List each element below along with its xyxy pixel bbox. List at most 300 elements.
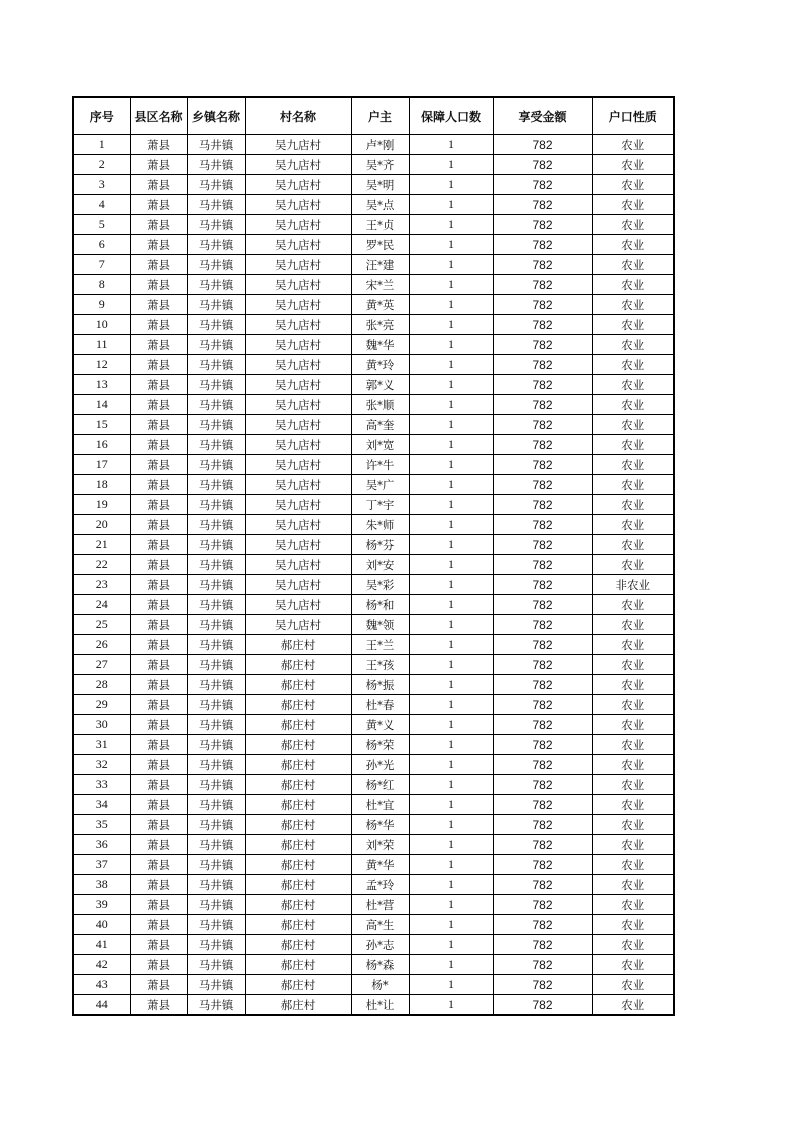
cell-index: 8 [73, 275, 130, 295]
cell-amount: 782 [493, 615, 592, 635]
cell-village: 吴九店村 [245, 395, 351, 415]
cell-amount: 782 [493, 815, 592, 835]
cell-index: 12 [73, 355, 130, 375]
cell-covered-population: 1 [409, 455, 493, 475]
table-row [73, 215, 674, 235]
cell-county: 萧县 [130, 755, 187, 775]
cell-household-head: 王*贞 [351, 215, 409, 235]
cell-amount: 782 [493, 755, 592, 775]
cell-household-type: 农业 [592, 315, 674, 335]
cell-household-head: 魏*华 [351, 335, 409, 355]
cell-county: 萧县 [130, 635, 187, 655]
cell-index: 23 [73, 575, 130, 595]
cell-household-head: 黄*义 [351, 715, 409, 735]
table-row [73, 655, 674, 675]
table-row [73, 775, 674, 795]
cell-covered-population: 1 [409, 755, 493, 775]
cell-village: 郝庄村 [245, 775, 351, 795]
cell-index: 36 [73, 835, 130, 855]
cell-covered-population: 1 [409, 135, 493, 155]
header-household-head: 户主 [351, 97, 409, 135]
cell-town: 马井镇 [187, 975, 245, 995]
cell-village: 吴九店村 [245, 495, 351, 515]
table-row [73, 695, 674, 715]
cell-household-head: 杨*和 [351, 595, 409, 615]
cell-covered-population: 1 [409, 175, 493, 195]
header-household-type: 户口性质 [592, 97, 674, 135]
cell-county: 萧县 [130, 495, 187, 515]
cell-index: 15 [73, 415, 130, 435]
cell-amount: 782 [493, 895, 592, 915]
cell-household-head: 杜*宜 [351, 795, 409, 815]
cell-village: 郝庄村 [245, 735, 351, 755]
cell-household-head: 孙*光 [351, 755, 409, 775]
cell-household-head: 杨* [351, 975, 409, 995]
cell-index: 44 [73, 995, 130, 1016]
cell-town: 马井镇 [187, 755, 245, 775]
cell-county: 萧县 [130, 955, 187, 975]
table-row [73, 995, 674, 1016]
table-row [73, 355, 674, 375]
cell-household-head: 吴*明 [351, 175, 409, 195]
cell-covered-population: 1 [409, 675, 493, 695]
cell-amount: 782 [493, 575, 592, 595]
cell-index: 7 [73, 255, 130, 275]
cell-index: 2 [73, 155, 130, 175]
cell-index: 16 [73, 435, 130, 455]
cell-town: 马井镇 [187, 375, 245, 395]
table-row [73, 295, 674, 315]
cell-town: 马井镇 [187, 795, 245, 815]
cell-household-type: 农业 [592, 375, 674, 395]
cell-county: 萧县 [130, 155, 187, 175]
cell-village: 郝庄村 [245, 855, 351, 875]
cell-amount: 782 [493, 495, 592, 515]
cell-index: 43 [73, 975, 130, 995]
cell-amount: 782 [493, 655, 592, 675]
cell-index: 26 [73, 635, 130, 655]
cell-household-type: 农业 [592, 435, 674, 455]
cell-covered-population: 1 [409, 815, 493, 835]
table-row [73, 755, 674, 775]
cell-household-head: 王*兰 [351, 635, 409, 655]
cell-household-type: 农业 [592, 195, 674, 215]
cell-covered-population: 1 [409, 215, 493, 235]
cell-household-type: 农业 [592, 815, 674, 835]
cell-household-head: 杨*振 [351, 675, 409, 695]
cell-amount: 782 [493, 335, 592, 355]
cell-town: 马井镇 [187, 835, 245, 855]
cell-covered-population: 1 [409, 195, 493, 215]
cell-town: 马井镇 [187, 395, 245, 415]
table-row [73, 895, 674, 915]
cell-village: 郝庄村 [245, 915, 351, 935]
cell-covered-population: 1 [409, 535, 493, 555]
cell-village: 吴九店村 [245, 215, 351, 235]
cell-covered-population: 1 [409, 595, 493, 615]
table-row [73, 475, 674, 495]
cell-amount: 782 [493, 255, 592, 275]
cell-household-head: 刘*荣 [351, 835, 409, 855]
table-row [73, 855, 674, 875]
cell-index: 20 [73, 515, 130, 535]
cell-covered-population: 1 [409, 375, 493, 395]
cell-village: 吴九店村 [245, 275, 351, 295]
cell-county: 萧县 [130, 355, 187, 375]
cell-covered-population: 1 [409, 775, 493, 795]
cell-village: 吴九店村 [245, 295, 351, 315]
cell-town: 马井镇 [187, 695, 245, 715]
cell-household-type: 农业 [592, 335, 674, 355]
cell-household-head: 宋*兰 [351, 275, 409, 295]
table-row [73, 435, 674, 455]
cell-index: 24 [73, 595, 130, 615]
cell-county: 萧县 [130, 815, 187, 835]
cell-village: 吴九店村 [245, 375, 351, 395]
table-row [73, 455, 674, 475]
cell-index: 11 [73, 335, 130, 355]
cell-amount: 782 [493, 595, 592, 615]
cell-amount: 782 [493, 475, 592, 495]
cell-household-head: 杨*森 [351, 955, 409, 975]
cell-household-head: 王*孩 [351, 655, 409, 675]
cell-county: 萧县 [130, 695, 187, 715]
cell-household-type: 农业 [592, 715, 674, 735]
cell-covered-population: 1 [409, 955, 493, 975]
cell-household-type: 农业 [592, 615, 674, 635]
cell-town: 马井镇 [187, 475, 245, 495]
table-row [73, 535, 674, 555]
cell-county: 萧县 [130, 515, 187, 535]
cell-county: 萧县 [130, 735, 187, 755]
cell-household-type: 农业 [592, 655, 674, 675]
cell-town: 马井镇 [187, 335, 245, 355]
cell-index: 40 [73, 915, 130, 935]
cell-household-type: 农业 [592, 595, 674, 615]
cell-town: 马井镇 [187, 275, 245, 295]
cell-covered-population: 1 [409, 395, 493, 415]
cell-index: 35 [73, 815, 130, 835]
cell-household-head: 丁*宇 [351, 495, 409, 515]
cell-covered-population: 1 [409, 335, 493, 355]
cell-covered-population: 1 [409, 315, 493, 335]
cell-household-type: 农业 [592, 795, 674, 815]
cell-household-type: 农业 [592, 855, 674, 875]
cell-amount: 782 [493, 195, 592, 215]
cell-amount: 782 [493, 515, 592, 535]
cell-household-type: 农业 [592, 975, 674, 995]
cell-town: 马井镇 [187, 535, 245, 555]
cell-index: 25 [73, 615, 130, 635]
cell-amount: 782 [493, 795, 592, 815]
cell-household-head: 刘*安 [351, 555, 409, 575]
cell-county: 萧县 [130, 875, 187, 895]
cell-household-type: 农业 [592, 875, 674, 895]
cell-town: 马井镇 [187, 195, 245, 215]
cell-household-type: 农业 [592, 895, 674, 915]
cell-household-head: 孙*志 [351, 935, 409, 955]
cell-amount: 782 [493, 935, 592, 955]
cell-town: 马井镇 [187, 175, 245, 195]
cell-county: 萧县 [130, 855, 187, 875]
cell-household-head: 魏*领 [351, 615, 409, 635]
cell-household-type: 农业 [592, 515, 674, 535]
cell-index: 31 [73, 735, 130, 755]
cell-village: 吴九店村 [245, 435, 351, 455]
table-row [73, 255, 674, 275]
cell-amount: 782 [493, 915, 592, 935]
cell-household-head: 杨*红 [351, 775, 409, 795]
cell-village: 郝庄村 [245, 715, 351, 735]
cell-household-head: 杨*华 [351, 815, 409, 835]
cell-village: 郝庄村 [245, 795, 351, 815]
cell-county: 萧县 [130, 675, 187, 695]
table-row [73, 955, 674, 975]
cell-index: 42 [73, 955, 130, 975]
cell-amount: 782 [493, 555, 592, 575]
table-row [73, 495, 674, 515]
cell-household-type: 农业 [592, 535, 674, 555]
table-row [73, 235, 674, 255]
cell-town: 马井镇 [187, 735, 245, 755]
table-row [73, 735, 674, 755]
cell-county: 萧县 [130, 915, 187, 935]
cell-village: 郝庄村 [245, 675, 351, 695]
cell-household-head: 张*顺 [351, 395, 409, 415]
table-row [73, 135, 674, 155]
cell-household-head: 许*牛 [351, 455, 409, 475]
cell-amount: 782 [493, 435, 592, 455]
cell-village: 吴九店村 [245, 135, 351, 155]
cell-household-head: 吴*广 [351, 475, 409, 495]
cell-index: 34 [73, 795, 130, 815]
cell-village: 吴九店村 [245, 235, 351, 255]
cell-county: 萧县 [130, 375, 187, 395]
cell-village: 郝庄村 [245, 975, 351, 995]
cell-covered-population: 1 [409, 915, 493, 935]
cell-index: 9 [73, 295, 130, 315]
cell-covered-population: 1 [409, 575, 493, 595]
cell-household-head: 黄*英 [351, 295, 409, 315]
cell-county: 萧县 [130, 135, 187, 155]
cell-index: 30 [73, 715, 130, 735]
cell-county: 萧县 [130, 235, 187, 255]
cell-county: 萧县 [130, 275, 187, 295]
cell-town: 马井镇 [187, 955, 245, 975]
cell-index: 19 [73, 495, 130, 515]
table-row [73, 615, 674, 635]
table-row [73, 275, 674, 295]
cell-household-head: 高*生 [351, 915, 409, 935]
cell-village: 吴九店村 [245, 615, 351, 635]
cell-covered-population: 1 [409, 255, 493, 275]
cell-village: 郝庄村 [245, 655, 351, 675]
cell-covered-population: 1 [409, 715, 493, 735]
cell-town: 马井镇 [187, 455, 245, 475]
beneficiary-table [72, 96, 675, 1016]
table-row [73, 415, 674, 435]
cell-village: 郝庄村 [245, 815, 351, 835]
cell-county: 萧县 [130, 995, 187, 1016]
header-county: 县区名称 [130, 97, 187, 135]
cell-household-head: 杨*芬 [351, 535, 409, 555]
cell-covered-population: 1 [409, 935, 493, 955]
cell-index: 3 [73, 175, 130, 195]
cell-village: 吴九店村 [245, 455, 351, 475]
cell-village: 吴九店村 [245, 535, 351, 555]
cell-index: 17 [73, 455, 130, 475]
cell-amount: 782 [493, 415, 592, 435]
cell-covered-population: 1 [409, 695, 493, 715]
table-row [73, 915, 674, 935]
cell-town: 马井镇 [187, 255, 245, 275]
cell-household-type: 农业 [592, 395, 674, 415]
cell-index: 39 [73, 895, 130, 915]
table-row [73, 515, 674, 535]
cell-town: 马井镇 [187, 895, 245, 915]
cell-village: 吴九店村 [245, 155, 351, 175]
cell-household-type: 农业 [592, 215, 674, 235]
cell-household-type: 农业 [592, 235, 674, 255]
cell-covered-population: 1 [409, 515, 493, 535]
table-row [73, 395, 674, 415]
cell-covered-population: 1 [409, 895, 493, 915]
cell-covered-population: 1 [409, 415, 493, 435]
cell-village: 吴九店村 [245, 515, 351, 535]
cell-household-head: 吴*齐 [351, 155, 409, 175]
cell-village: 郝庄村 [245, 875, 351, 895]
cell-town: 马井镇 [187, 655, 245, 675]
cell-covered-population: 1 [409, 995, 493, 1016]
table-row [73, 595, 674, 615]
cell-county: 萧县 [130, 315, 187, 335]
cell-household-head: 黄*玲 [351, 355, 409, 375]
cell-household-type: 农业 [592, 555, 674, 575]
cell-household-type: 非农业 [592, 575, 674, 595]
cell-town: 马井镇 [187, 155, 245, 175]
table-row [73, 555, 674, 575]
table-row [73, 155, 674, 175]
cell-county: 萧县 [130, 715, 187, 735]
cell-amount: 782 [493, 135, 592, 155]
cell-amount: 782 [493, 315, 592, 335]
cell-county: 萧县 [130, 595, 187, 615]
cell-household-type: 农业 [592, 735, 674, 755]
cell-town: 马井镇 [187, 875, 245, 895]
cell-town: 马井镇 [187, 315, 245, 335]
cell-index: 18 [73, 475, 130, 495]
cell-household-head: 杜*让 [351, 995, 409, 1016]
cell-household-type: 农业 [592, 915, 674, 935]
cell-amount: 782 [493, 375, 592, 395]
cell-county: 萧县 [130, 335, 187, 355]
header-village: 村名称 [245, 97, 351, 135]
cell-household-head: 汪*建 [351, 255, 409, 275]
cell-village: 郝庄村 [245, 955, 351, 975]
cell-index: 29 [73, 695, 130, 715]
cell-amount: 782 [493, 875, 592, 895]
cell-index: 5 [73, 215, 130, 235]
cell-amount: 782 [493, 735, 592, 755]
table-row [73, 935, 674, 955]
cell-amount: 782 [493, 295, 592, 315]
cell-household-type: 农业 [592, 695, 674, 715]
cell-index: 38 [73, 875, 130, 895]
header-amount: 享受金额 [493, 97, 592, 135]
cell-village: 吴九店村 [245, 355, 351, 375]
cell-village: 郝庄村 [245, 635, 351, 655]
table-row [73, 835, 674, 855]
cell-household-type: 农业 [592, 955, 674, 975]
cell-village: 郝庄村 [245, 995, 351, 1016]
cell-household-head: 黄*华 [351, 855, 409, 875]
table-header-row [73, 97, 674, 135]
cell-county: 萧县 [130, 535, 187, 555]
cell-county: 萧县 [130, 935, 187, 955]
cell-household-type: 农业 [592, 355, 674, 375]
cell-amount: 782 [493, 355, 592, 375]
header-covered-population: 保障人口数 [409, 97, 493, 135]
cell-covered-population: 1 [409, 615, 493, 635]
cell-covered-population: 1 [409, 655, 493, 675]
cell-household-head: 杜*春 [351, 695, 409, 715]
cell-town: 马井镇 [187, 635, 245, 655]
cell-covered-population: 1 [409, 855, 493, 875]
header-town: 乡镇名称 [187, 97, 245, 135]
cell-county: 萧县 [130, 975, 187, 995]
cell-county: 萧县 [130, 895, 187, 915]
cell-household-head: 杨*荣 [351, 735, 409, 755]
cell-village: 吴九店村 [245, 255, 351, 275]
cell-county: 萧县 [130, 555, 187, 575]
cell-index: 13 [73, 375, 130, 395]
cell-amount: 782 [493, 235, 592, 255]
cell-county: 萧县 [130, 215, 187, 235]
cell-village: 郝庄村 [245, 755, 351, 775]
cell-index: 28 [73, 675, 130, 695]
cell-county: 萧县 [130, 835, 187, 855]
cell-county: 萧县 [130, 455, 187, 475]
cell-town: 马井镇 [187, 355, 245, 375]
cell-amount: 782 [493, 175, 592, 195]
cell-amount: 782 [493, 535, 592, 555]
cell-index: 41 [73, 935, 130, 955]
cell-household-head: 吴*彩 [351, 575, 409, 595]
cell-amount: 782 [493, 215, 592, 235]
cell-covered-population: 1 [409, 295, 493, 315]
cell-town: 马井镇 [187, 575, 245, 595]
cell-covered-population: 1 [409, 155, 493, 175]
cell-town: 马井镇 [187, 935, 245, 955]
cell-covered-population: 1 [409, 875, 493, 895]
cell-covered-population: 1 [409, 835, 493, 855]
cell-amount: 782 [493, 695, 592, 715]
cell-town: 马井镇 [187, 615, 245, 635]
cell-county: 萧县 [130, 475, 187, 495]
table-row [73, 815, 674, 835]
cell-town: 马井镇 [187, 595, 245, 615]
cell-town: 马井镇 [187, 235, 245, 255]
cell-covered-population: 1 [409, 475, 493, 495]
table-row [73, 195, 674, 215]
cell-household-head: 张*亮 [351, 315, 409, 335]
cell-household-type: 农业 [592, 935, 674, 955]
table-row [73, 975, 674, 995]
cell-amount: 782 [493, 955, 592, 975]
cell-amount: 782 [493, 675, 592, 695]
cell-household-type: 农业 [592, 135, 674, 155]
cell-town: 马井镇 [187, 515, 245, 535]
